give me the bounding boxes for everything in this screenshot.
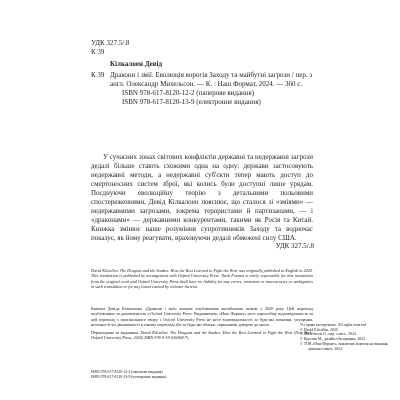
author-mark: К 39 (91, 71, 105, 79)
isbn-electronic: ISBN 978-617-8120-13-9 (електронне видання) (122, 98, 261, 106)
rights-line: © David Kilcullen, 2020 (300, 327, 338, 332)
original-edition-source: David Kilcullen. The Dragons and the Snakes: How the Rest Learned to Fight the West (New York: Oxford University Press, 2020) ISBN 978-0-19-026568-7). (91, 329, 313, 341)
imprint-footer (91, 323, 389, 383)
bibliographic-description: Дракони і змії. Еволюція ворогів Заходу та майбутні загрози / пер. з англ. Олександр Михельсон. — К. : Наш Формат, 2024. — 360 с. (110, 71, 313, 88)
isbn-paper: ISBN 978-617-8120-12-2 (паперове видання) (122, 89, 255, 97)
copyright-english: David Kilcullen. The Dragons and the Snakes: How the Rest Learned to Fight the West was originally published in English in 2020. This translation is published by arrangement with Oxford University Press. Nash Format is solely responsible for this translation from the original work and Oxford University Press shall have no liability for any errors, omissions or inaccuracies or ambiguities in such translation or for any losses caused by reliance thereon. (91, 268, 313, 290)
rights-line: © Кругляк М., дизайн обкладинки, 2024 (300, 337, 365, 342)
isbn-footer-block (91, 370, 211, 379)
original-edition-label: Перекладено за виданням: (91, 329, 140, 335)
udc-code-bottom: УДК 327.5/.8 (275, 242, 314, 250)
annotation-paragraph: У сучасних зонах світових конфліктів державні та недержавні загрози дедалі більше стають схожими одна на одну: держави застосовують недержавні методи, а недержавні суб'єкти тепер мають доступ до смертоносних систем зброї, які колись були доступні лише урядам. Поєднуючи еволюційну теорію з детальними польовими спостереженнями, Девід Кілкалоен пояснює, що сталося зі «зміями» — недержавними загрозами, зокрема терористами й партизанами, — і «драконами» — державними конкурентами, такими як Росія та Китай. Книжка змінює наше розуміння супротивників Заходу та водночас показує, як йому реагувати, враховуючи дедалі обмежені силу США. (91, 153, 313, 242)
author-heading: Кілкалоен Девід (110, 60, 163, 68)
isbn-footer-paper: ISBN 978-617-8120-12-2 (паперове видання) (91, 370, 163, 374)
rights-line: Усі права застережено. All rights reserved (300, 323, 367, 327)
rights-line: © ТОВ «Наш Формат», виключна ліцензія на видання, (300, 341, 389, 346)
copyright-ukrainian: Книжка Девіда Кілкалоена «Дракони і змії» вперше опублікована англійською мовою у 2020 році. Цей переклад опубліковано за домовленістю з Oxford University Press. Видавництво «Наш Формат» несе одноосібну відповідальність за цей переклад з оригінального твору, і Oxford University Press не несе відповідальності за будь-які помилки, упущення, неточності чи двозначності в такому перекладі або за будь-які збитки, спричинені довірою до нього. (91, 306, 313, 328)
rights-line: © Михельсон О., пер. з англ., 2024 (300, 332, 356, 337)
bbk-code-top: К 39 (91, 48, 105, 56)
rights-line: оригінал-макет, 2024 (308, 346, 342, 351)
bibliographic-record (110, 71, 320, 107)
udc-code-top: УДК 327.5/.8 (91, 39, 130, 47)
rights-block (300, 323, 400, 351)
isbn-footer-electronic: ISBN 978-617-8120-13-9 (електронне видання) (91, 374, 167, 379)
